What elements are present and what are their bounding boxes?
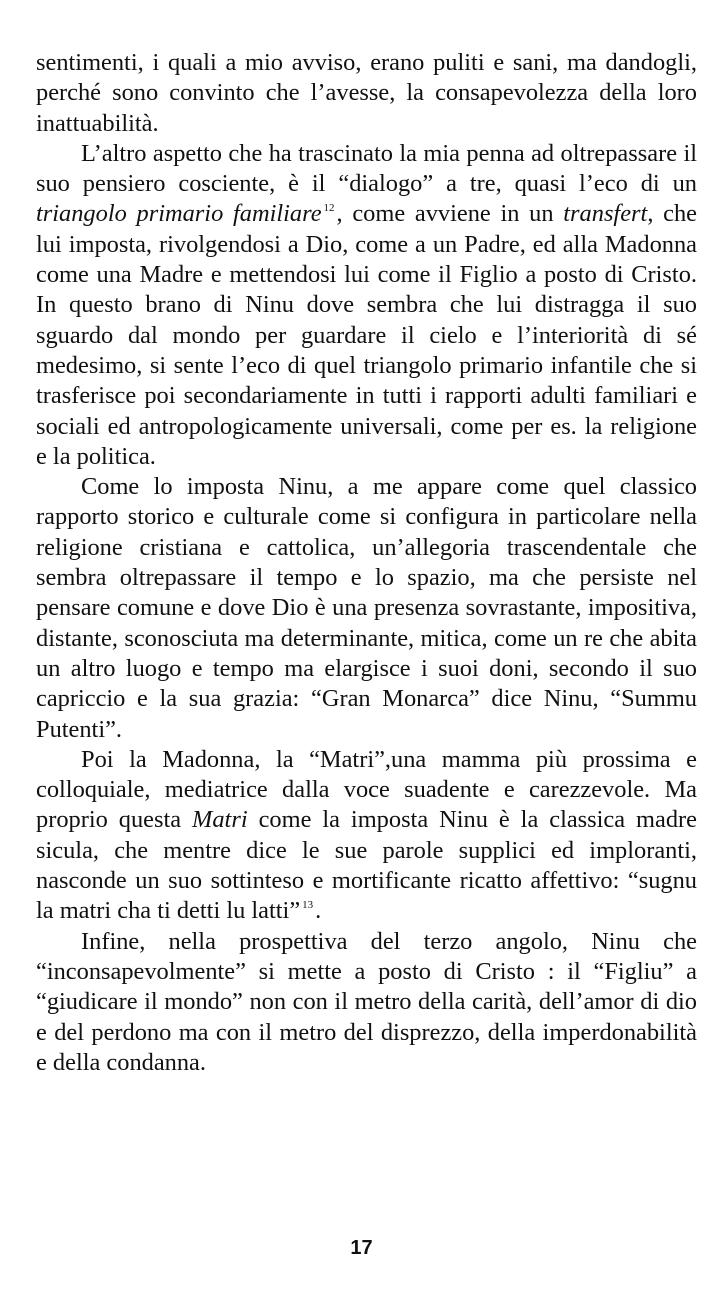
paragraph-2-text-b: , come avviene in un (336, 200, 564, 228)
paragraph-1: sentimenti, i quali a mio avviso, erano puliti e sani, ma dandogli, perché sono convinto che l’avesse, la consapevolezza della loro inattuabilità. (36, 49, 697, 137)
paragraph-3: Come lo imposta Ninu, a me appare come quel classico rapporto storico e culturale come si configura in particolare nella religione cristiana e cattolica, un’allegoria trascendentale che sembra oltrepassare il tempo e lo spazio, ma che persiste nel pensare comune e dove Dio è una presenza sovrastante, impositiva, distante, sconosciuta ma determinante, mitica, come un re che abita un altro luogo e tempo ma elargisce i suoi doni, secondo il suo capriccio e la sua grazia: “Gran Monarca” dice Ninu, “Summu Putenti”. (36, 473, 697, 743)
paragraph-4-italic-matri: Matri (192, 806, 248, 834)
paragraph-2-italic-triangolo: triangolo primario familiare (36, 200, 322, 228)
paragraph-4-text-c: . (315, 897, 322, 925)
page-body (36, 48, 697, 1078)
footnote-ref-13: 13 (302, 899, 314, 912)
paragraph-4-text-a: Poi la Madonna, la “Matri”,una mamma più prossima e colloquiale, mediatrice dalla voce suadente e carezzevole. Ma proprio questa (36, 745, 697, 834)
footnote-ref-12: 12 (323, 202, 335, 215)
paragraph-4 (36, 745, 697, 927)
paragraph-2-text-c: , che lui imposta, rivolgendosi a Dio, come a un Padre, ed alla Madonna come una Madre e mettendosi lui come il Figlio a posto di Cristo. In questo brano di Ninu dove sembra che lui distragga il suo sguardo dal mondo per guardare il cielo e l’interiorità di sé medesimo, si sente l’eco di quel triangolo primario infantile che si trasferisce poi secondariamente in tutti i rapporti adulti familiari e sociali ed antropologicamente universali, come per es. la religione e la politica. (36, 200, 697, 470)
paragraph-2 (36, 139, 697, 472)
page-number: 17 (350, 1237, 373, 1259)
paragraph-4-text-b: come la imposta Ninu è la classica madre sicula, che mentre dice le sue parole supplici ed imploranti, nasconde un suo sottinteso e mortificante ricatto affettivo: “sugnu la matri cha ti detti lu latti” (36, 806, 697, 925)
paragraph-2-italic-transfert: transfert (563, 200, 648, 228)
paragraph-5: Infine, nella prospettiva del terzo angolo, Ninu che “inconsapevolmente” si mette a posto di Cristo : il “Figliu” a “giudicare il mondo” non con il metro della carità, dell’amor di dio e del perdono ma con il metro del disprezzo, della imperdonabilità e della condanna. (36, 927, 697, 1076)
paragraph-2-text-a: L’altro aspetto che ha trascinato la mia penna ad oltrepassare il suo pensiero cosciente, è il “dialogo” a tre, quasi l’eco di un (36, 139, 697, 198)
